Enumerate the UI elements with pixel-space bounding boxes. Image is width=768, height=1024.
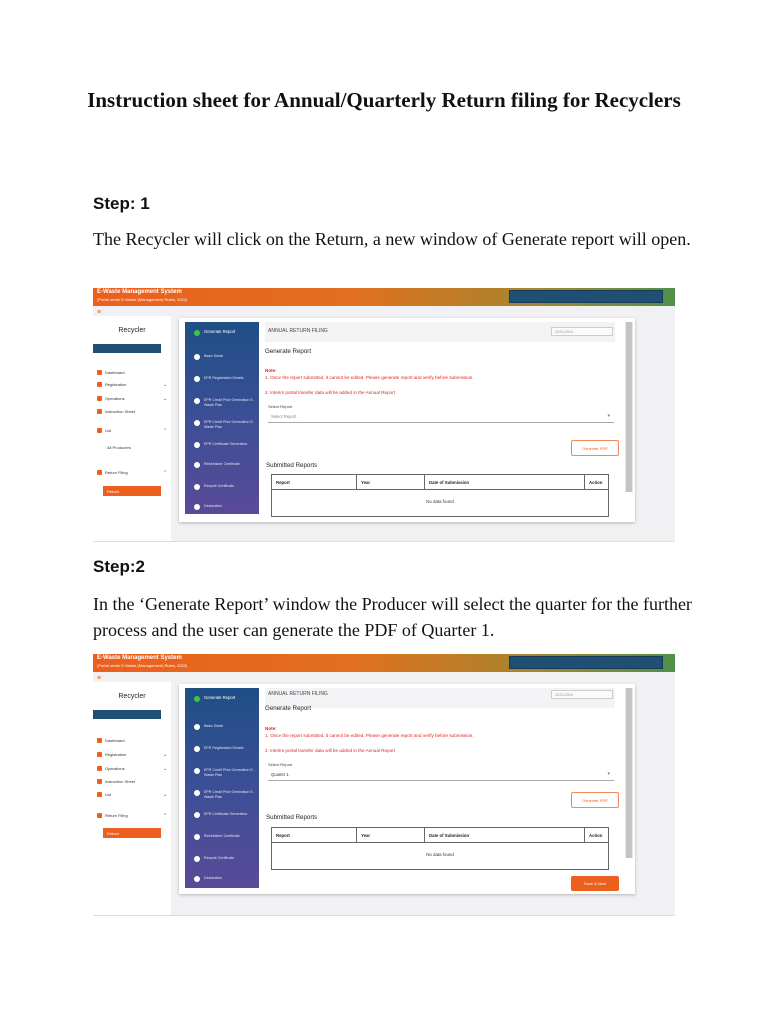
step-dot-icon: [194, 746, 200, 752]
select-report-value: Select Report: [271, 414, 297, 419]
stepper-item[interactable]: [194, 484, 254, 490]
column-date-of-submission: Date of Submission: [424, 828, 584, 843]
stepper-item[interactable]: [194, 420, 254, 429]
stepper-item[interactable]: [194, 768, 254, 777]
stepper-label: Generate Report: [204, 695, 236, 700]
sidebar-item-operations[interactable]: [97, 765, 168, 772]
column-year: Year: [356, 475, 424, 490]
list-icon: [97, 792, 102, 797]
stepper-item[interactable]: [194, 462, 254, 468]
screenshot-step-1: [93, 288, 675, 542]
step-dot-icon: [194, 696, 200, 702]
caret-down-icon: ▾: [607, 771, 610, 777]
step-dot-icon: [194, 354, 200, 360]
stepper-item[interactable]: [194, 724, 254, 730]
stepper-label: Refurbisher Certificate: [204, 462, 240, 466]
submitted-reports-table: [271, 827, 609, 870]
step-dot-icon: [194, 812, 200, 818]
note-label: Note:: [265, 726, 277, 731]
document-icon: [97, 779, 102, 784]
menu-icon[interactable]: ≡: [97, 675, 102, 682]
stepper-label: Recycle Certificate: [204, 484, 234, 488]
chevron-down-icon: ⌄: [163, 751, 168, 758]
step-dot-icon: [194, 420, 200, 426]
sidebar-item-operations[interactable]: [97, 395, 168, 402]
document-icon: [97, 409, 102, 414]
filing-title: ANNUAL RETURN FILING: [268, 328, 328, 334]
table-header: [272, 828, 608, 843]
step-2-text: In the ‘Generate Report’ window the Producer will select the quarter for the further process and the user can generate the PDF of Quarter 1.: [93, 594, 692, 640]
sidebar-item-instruction-sheet[interactable]: [97, 779, 135, 784]
note-line-2: 2. Interim portal transfer data will be added in the Annual Report: [265, 390, 395, 395]
stepper-label: EPR Registration Details: [204, 376, 244, 380]
app-subtitle: (Portal under E-Waste (Management) Rules, 2022): [97, 297, 188, 302]
generate-report-window: [179, 684, 635, 894]
sidebar-item-dashboard[interactable]: [97, 738, 125, 743]
scrollbar[interactable]: [625, 322, 633, 492]
screenshot-step-2: [93, 654, 675, 916]
stepper-item[interactable]: [194, 354, 254, 360]
user-bar: [93, 710, 161, 719]
sidebar-item-label: Operations: [105, 766, 125, 771]
sidebar-item-registration[interactable]: [97, 381, 168, 388]
generate-report-title: Generate Report: [265, 348, 312, 355]
sidebar-item-label: Return Filing: [105, 470, 128, 475]
step-dot-icon: [194, 768, 200, 774]
step-2-heading: Step:2: [93, 557, 145, 576]
stepper-label: Declaration: [204, 504, 223, 508]
generate-pdf-button[interactable]: Generate PDF: [571, 792, 619, 808]
step-dot-icon: [194, 376, 200, 382]
app-header: [93, 654, 675, 672]
select-report-dropdown[interactable]: [268, 769, 614, 781]
stepper-label: EPR Certificate Generation: [204, 442, 248, 446]
sidebar-item-instruction-sheet[interactable]: [97, 409, 135, 414]
sidebar-item-label: Dashboard: [105, 370, 125, 375]
step-dot-icon: [194, 876, 200, 882]
select-report-dropdown[interactable]: [268, 411, 614, 423]
table-header: [272, 475, 608, 490]
stepper-label: Generate Report: [204, 329, 236, 334]
note-line-1: 1. Once the report submitted, it cannot be edited. Please generate report and verify before submission.: [265, 733, 474, 738]
scrollbar-thumb[interactable]: [626, 322, 632, 492]
column-report: Report: [276, 480, 290, 485]
scrollbar[interactable]: [625, 688, 633, 858]
chevron-up-icon: ⌃: [163, 812, 168, 819]
sidebar-item-label: Return Filing: [105, 813, 128, 818]
stepper-label: Refurbisher Certificate: [204, 834, 240, 838]
step-dot-icon: [194, 462, 200, 468]
save-next-button[interactable]: Save & Next: [571, 876, 619, 891]
user-bar: [93, 344, 161, 353]
stepper-label: EPR Registration Details: [204, 746, 244, 750]
select-report-value: Quarter 1: [271, 772, 289, 777]
select-report-label: Select Report: [268, 762, 293, 767]
stepper-label: Recycle Certificate: [204, 856, 234, 860]
caret-down-icon: ▾: [607, 413, 610, 419]
stepper-label: Basic Detail: [204, 724, 223, 728]
step-dot-icon: [194, 856, 200, 862]
sidebar-item-label: List: [105, 428, 112, 433]
sidebar-item-label: Registration: [105, 382, 127, 387]
column-year: Year: [356, 828, 424, 843]
report-stepper: [185, 322, 259, 514]
dashboard-icon: [97, 738, 102, 743]
submitted-reports-title: Submitted Reports: [266, 462, 318, 469]
chevron-up-icon: ⌃: [163, 427, 168, 434]
step-dot-icon: [194, 442, 200, 448]
app-header: [93, 288, 675, 306]
filing-title: ANNUAL RETURN FILING: [268, 691, 328, 697]
empty-table-message: No data found: [426, 499, 454, 504]
generate-report-title: Generate Report: [265, 705, 312, 712]
sidebar-item-return-filing[interactable]: [97, 812, 168, 819]
step-dot-icon: [194, 790, 200, 796]
user-info-box[interactable]: [509, 290, 663, 303]
submitted-reports-title: Submitted Reports: [266, 814, 318, 821]
stepper-item[interactable]: [194, 330, 254, 336]
stepper-item[interactable]: [194, 876, 254, 882]
step-dot-icon: [194, 398, 200, 404]
sidebar-subitem-return[interactable]: Return: [103, 828, 161, 838]
document-title: Instruction sheet for Annual/Quarterly Return filing for Recyclers: [87, 88, 681, 112]
stepper-item[interactable]: [194, 376, 254, 382]
stepper-item[interactable]: [194, 696, 254, 702]
sidebar-item-list[interactable]: [97, 791, 168, 798]
list-icon: [97, 428, 102, 433]
sidebar-item-dashboard[interactable]: [97, 370, 125, 375]
sidebar-item-label: Dashboard: [105, 738, 125, 743]
dashboard-icon: [97, 370, 102, 375]
registration-icon: [97, 382, 102, 387]
sidebar-item-registration[interactable]: [97, 751, 168, 758]
stepper-label: EPR Certificate Generation: [204, 812, 248, 816]
operations-icon: [97, 396, 102, 401]
stepper-item[interactable]: [194, 746, 254, 752]
sidebar: [93, 682, 171, 915]
sidebar-title: Recycler: [118, 327, 146, 334]
chevron-down-icon: ⌄: [163, 395, 168, 402]
sidebar-item-return-filing[interactable]: [97, 469, 168, 476]
step-dot-icon: [194, 724, 200, 730]
stepper-item[interactable]: [194, 812, 254, 818]
step-1-text: The Recycler will click on the Return, a new window of Generate report will open.: [93, 229, 691, 249]
operations-icon: [97, 766, 102, 771]
sidebar: [93, 316, 171, 541]
column-report: Report: [276, 833, 290, 838]
stepper-label: EPR Credit Prior Generation E-Waste Plan: [204, 790, 254, 799]
menu-icon[interactable]: ≡: [97, 309, 102, 316]
note-line-2: 2. Interim portal transfer data will be added in the Annual Report: [265, 748, 395, 753]
stepper-item[interactable]: [194, 856, 254, 862]
sidebar-item-label: Operations: [105, 396, 125, 401]
stepper-item[interactable]: [194, 790, 254, 799]
year-field[interactable]: 2023-2024: [551, 327, 613, 336]
app-title: E-Waste Management System: [97, 655, 182, 661]
year-field[interactable]: 2023-2024: [551, 690, 613, 699]
sidebar-subitem-return[interactable]: Return: [103, 486, 161, 496]
sidebar-item-list[interactable]: [97, 427, 168, 434]
column-action: Action: [584, 475, 610, 490]
sidebar-item-label: List: [105, 792, 112, 797]
return-filing-icon: [97, 813, 102, 818]
step-dot-icon: [194, 484, 200, 490]
registration-icon: [97, 752, 102, 757]
stepper-item[interactable]: [194, 442, 254, 448]
chevron-up-icon: ⌃: [163, 469, 168, 476]
chevron-down-icon: ⌄: [163, 381, 168, 388]
sidebar-item-label: Instruction Sheet: [105, 779, 136, 784]
stepper-item[interactable]: [194, 834, 254, 840]
step-dot-icon: [194, 504, 200, 510]
generate-report-window: [179, 318, 635, 522]
sidebar-item-label: Instruction Sheet: [105, 409, 136, 414]
column-date-of-submission: Date of Submission: [424, 475, 584, 490]
stepper-label: Declaration: [204, 876, 223, 880]
note-label: Note:: [265, 368, 277, 373]
note-line-1: 1. Once the report submitted, it cannot be edited. Please generate report and verify before submission.: [265, 375, 474, 380]
column-action: Action: [584, 828, 610, 843]
return-filing-icon: [97, 470, 102, 475]
scrollbar-thumb[interactable]: [626, 688, 632, 858]
generate-pdf-button[interactable]: Generate PDF: [571, 440, 619, 456]
stepper-label: EPR Credit Prior Generation E-Waste Plan: [204, 420, 254, 429]
empty-table-message: No data found: [426, 852, 454, 857]
stepper-label: Basic Detail: [204, 354, 223, 358]
report-stepper: [185, 688, 259, 888]
sidebar-item-label: Registration: [105, 752, 127, 757]
step-dot-icon: [194, 834, 200, 840]
step-1-heading: Step: 1: [93, 194, 150, 213]
submitted-reports-table: [271, 474, 609, 517]
sidebar-title: Recycler: [118, 693, 146, 700]
chevron-down-icon: ⌄: [163, 791, 168, 798]
step-dot-icon: [194, 330, 200, 336]
user-info-box[interactable]: [509, 656, 663, 669]
app-subtitle: (Portal under E-Waste (Management) Rules, 2022): [97, 663, 188, 668]
stepper-label: EPR Credit Prior Generation E-Waste Plan: [204, 768, 254, 777]
stepper-item[interactable]: [194, 398, 254, 407]
stepper-item[interactable]: [194, 504, 254, 510]
select-report-label: Select Report: [268, 404, 293, 409]
sidebar-subitem-all-producers[interactable]: All Producers: [107, 445, 131, 450]
stepper-label: EPR Credit Prior Generation E-Waste Plan: [204, 398, 254, 407]
chevron-down-icon: ⌄: [163, 765, 168, 772]
app-title: E-Waste Management System: [97, 289, 182, 295]
